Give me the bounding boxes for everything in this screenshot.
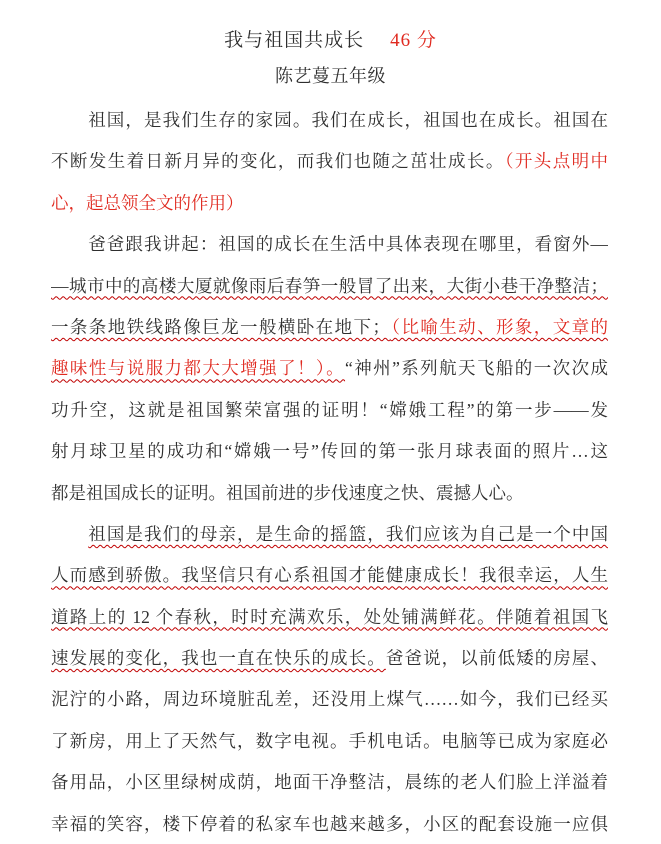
essay-line: [51, 390, 608, 431]
essay-text: 速发展的变化，我也一直在快乐的成长。: [51, 648, 386, 669]
essay-text: 不断发生着日新月异的变化，而我们也随之茁壮成长。: [51, 151, 505, 172]
essay-line: [51, 679, 608, 720]
essay-text: 祖国是我们的母亲，是生命的摇篮，我们应该为自己是一个中国: [88, 523, 608, 544]
essay-text: 泥泞的小路，周边环境脏乱差，还没用上煤气……如今，我们已经买: [51, 689, 608, 710]
essay-body: [51, 100, 608, 844]
essay-text: [51, 524, 88, 544]
essay-text: 射月球卫星的成功和“嫦娥一号”传回的第一张月球表面的照片…这: [51, 441, 608, 462]
teacher-comment: 心，起总领全文的作用）: [51, 192, 244, 213]
author-name: 陈艺蔓五年级: [275, 66, 386, 86]
essay-text: 人而感到骄傲。我坚信只有心系祖国才能健康成长！我很幸运，人生: [51, 565, 608, 586]
essay-text: 幸福的笑容，楼下停着的私家车也越来越多，小区的配套设施一应俱: [51, 813, 608, 834]
essay-text: 备用品，小区里绿树成荫，地面干净整洁，晨练的老人们脸上洋溢着: [51, 772, 608, 793]
essay-line: [51, 555, 608, 596]
essay-text: 祖国，是我们生存的家园。我们在成长，祖国也在成长。祖国在: [51, 110, 608, 130]
essay-line: [51, 307, 608, 348]
score-badge: 46 分: [390, 30, 437, 51]
essay-line: [51, 266, 608, 307]
essay-line: [51, 597, 608, 638]
essay-text: —城市中的高楼大厦就像雨后春笋一般冒了出来，大街小巷干净整洁；: [51, 275, 608, 296]
teacher-comment: （比喻生动、形象，文章的: [389, 316, 608, 337]
essay-text: 了新房，用上了天然气，数字电视。手机电话。电脑等已成为家庭必: [51, 730, 608, 751]
essay-line: [51, 183, 608, 224]
essay-text: 都是祖国成长的证明。祖国前进的步伐速度之快、震撼人心。: [51, 482, 524, 503]
essay-text: 爸爸说，以前低矮的房屋、: [385, 648, 608, 669]
essay-line: [51, 762, 608, 803]
teacher-comment: 趣味性与说服力都大大增强了！）。: [51, 358, 346, 379]
essay-text: 爸爸跟我讲起：祖国的成长在生活中具体表现在哪里，看窗外—: [51, 234, 608, 255]
essay-text: “神州”系列航天飞船的一次次成: [345, 358, 608, 379]
essay-line: [51, 348, 608, 389]
essay-line: [51, 224, 608, 265]
essay-line: [51, 514, 608, 555]
teacher-comment: （开头点明中: [504, 151, 608, 172]
essay-line: [51, 141, 608, 182]
essay-title: 我与祖国共成长: [224, 30, 365, 51]
essay-line: [51, 431, 608, 472]
essay-line: [51, 100, 608, 141]
essay-line: [51, 473, 608, 514]
essay-line: [51, 721, 608, 762]
essay-line: [51, 804, 608, 844]
essay-line: [51, 638, 608, 679]
essay-title-line: [0, 25, 661, 52]
essay-text: 道路上的 12 个春秋，时时充满欢乐，处处铺满鲜花。伴随着祖国飞: [51, 606, 608, 627]
essay-text: 功升空，这就是祖国繁荣富强的证明！“嫦娥工程”的第一步——发: [51, 399, 608, 420]
essay-text: 一条条地铁线路像巨龙一般横卧在地下；: [51, 316, 390, 337]
